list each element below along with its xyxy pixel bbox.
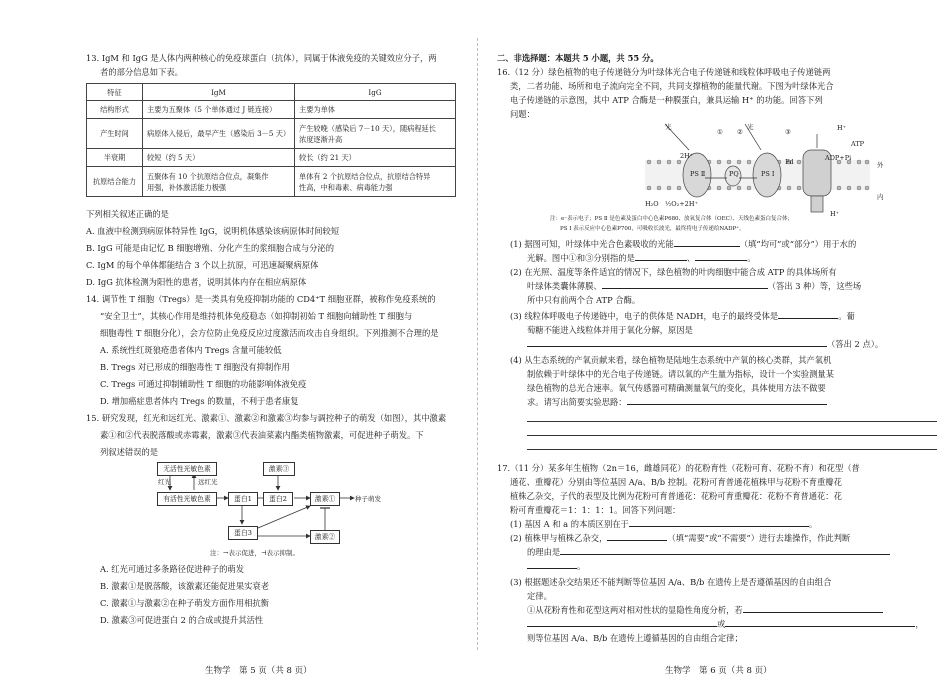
text: 的理由是 [527, 547, 561, 557]
diagram-note-1: 注：e⁻表示电子；PS Ⅱ 是色素及蛋白中心色素P680、放氧复合体（OEC）、天线色素蛋白复合体； [550, 216, 794, 222]
q16-part3-line1 [510, 310, 855, 322]
section-title: 二、非选择题：本题共 5 小题，共 55 分。 [497, 53, 659, 63]
answer-blank[interactable] [527, 560, 577, 569]
q14-option-a[interactable]: A. 系统性红斑狼疮患者体内 Tregs 含量可能较低 [100, 345, 282, 355]
table-cell: 较长（约 21 天） [295, 149, 456, 167]
inside-label: 内 [877, 193, 884, 201]
h-plus-bottom: H⁺ [830, 210, 840, 218]
text: 或 [717, 619, 726, 629]
q16-stem-line1: 16.（12 分）绿色植物的电子传递链分为叶绿体光合电子传递链和线粒体呼吸电子传递链两 [497, 67, 831, 77]
q15-option-d[interactable]: D. 激素③可促进蛋白 2 的合成或提升其活性 [100, 615, 264, 625]
text: (1) 基因 A 和 a 的本质区别在于 [510, 519, 629, 529]
table-header: IgM [143, 84, 295, 101]
text: （填“均可”或“部分”）用于水的 [739, 239, 857, 249]
outside-label: 外 [877, 161, 884, 169]
hormone3-box: 激素③ [263, 462, 295, 476]
answer-blank[interactable] [725, 618, 915, 627]
answer-blank[interactable] [778, 310, 838, 319]
q16-part3-line2: 萄糖不能进入线粒体并用于氧化分解，原因是 [527, 325, 693, 335]
q13-option-c[interactable]: C. IgM 的每个单体都能结合 3 个以上抗原，可迅速凝聚病原体 [86, 260, 319, 270]
oxygen-label: ½O₂+2H⁺ [665, 200, 698, 208]
q17-stem-line2: 通花、重瓣花）分别由等位基因 A/a、B/b 控制。花粉可育普通花植株甲与花粉不育重瓣花 [510, 477, 842, 487]
q16-stem-line4: 问题： [510, 109, 535, 119]
table-row-label: 抗原结合能力 [87, 167, 143, 197]
text: 。 [747, 253, 756, 263]
q14-option-d[interactable]: D. 增加癌症患者体内 Tregs 的数量，不利于患者康复 [100, 396, 299, 406]
q17-part2-line1 [510, 532, 850, 544]
answer-blank[interactable] [527, 338, 827, 347]
text: 求。请写出简要实验思路： [527, 397, 627, 407]
answer-blank[interactable] [607, 532, 667, 541]
two-h-plus: 2H⁺ [680, 152, 694, 160]
fd-label: Fd [785, 158, 794, 166]
table-cell: 主要为单体 [295, 101, 456, 119]
q14-option-c[interactable]: C. Tregs 可通过抑制辅助性 T 细胞的功能影响体液免疫 [100, 379, 307, 389]
red-light-label: 红光 [158, 478, 171, 486]
q16-part4-line3: 绿色植物的总光合速率。氧气传感器可精确测量氧气的变化，具体使用方法不做要 [527, 383, 826, 393]
h-plus-top: H⁺ [837, 124, 847, 132]
text: (3) 线粒体呼吸电子传递链中，电子的供体是 NADH，电子的最终受体是 [510, 311, 779, 321]
answer-line[interactable] [527, 435, 937, 436]
atp-label: ATP [851, 140, 865, 148]
cell-line: 用强，补体激活能力极强 [147, 182, 227, 192]
q14-stem-line1: 14. 调节性 T 细胞（Tregs）是一类具有免疫抑制功能的 CD4⁺T 细胞亚群，被称作免疫系统的 [86, 294, 436, 304]
q15-figure-note: 注：→表示促进，⊣表示抑制。 [210, 549, 300, 557]
page-footer-right: 生物学 第 6 页（共 8 页） [665, 666, 772, 676]
q16-part1-line2 [527, 252, 756, 264]
cell-line: 性高，中和毒素、病毒能力强 [299, 182, 393, 192]
q15-option-b[interactable]: B. 激素①是脱落酸，该激素还能促进果实衰老 [100, 581, 270, 591]
q17-part2-line2 [527, 546, 890, 558]
q15-stem-line3: 列叙述错误的是 [100, 447, 159, 457]
marker-2: ② [737, 128, 743, 136]
q17-part3-line2: 定律。 [527, 591, 552, 601]
cell-line: 五聚体有 10 个抗原结合位点，凝集作 [147, 171, 269, 181]
q15-flow-arrows [150, 462, 360, 562]
q13-option-b[interactable]: B. IgG 可能是由记忆 B 细胞增殖、分化产生的浆细胞合成与分泌的 [86, 243, 335, 253]
answer-blank[interactable] [602, 280, 768, 289]
q16-stem-line2: 类，二者功能、场所和电子流向完全不同，共同支撑植物的能量代谢。下图为叶绿体光合 [510, 81, 834, 91]
cell-line: 单体有 2 个抗原结合位点，抗原结合特异 [299, 171, 431, 181]
q13-option-d[interactable]: D. IgG 抗体检测为阳性的患者，说明其体内存在相应病原体 [86, 277, 307, 287]
text: 。葡 [838, 311, 855, 321]
q17-part3-line3 [527, 604, 883, 616]
q17-stem-line4: 粉可育重瓣花＝1：1：1：1。回答下列问题： [510, 505, 681, 515]
cell-line: 浓度逐渐升高 [299, 134, 343, 144]
table-row-label: 结构形式 [87, 101, 143, 119]
text: 光解。图中①和③分别指的是 [527, 253, 635, 263]
table-cell: 病原体入侵后，最早产生（感染后 3－5 天） [143, 119, 295, 149]
germination-label: 种子萌发 [355, 495, 381, 503]
q17-stem-line1: 17.（11 分）某多年生植物（2n＝16，雌雄同花）的花粉育性（花粉可育、花粉不育）和花型（普 [497, 463, 860, 473]
q13-prompt: 下列相关叙述正确的是 [86, 209, 169, 219]
hormone1-box: 激素① [310, 492, 340, 506]
q16-stem-line3: 电子传递链的示意图，其中 ATP 合酶是一种膜蛋白，兼具运输 H⁺ 的功能。回答下列 [510, 95, 823, 105]
q15-option-c[interactable]: C. 激素①与激素②在种子萌发方面作用相抗衡 [100, 598, 269, 608]
far-red-label: 远红光 [198, 478, 218, 486]
protein1-box: 蛋白1 [228, 492, 258, 506]
left-page [0, 0, 465, 688]
pq-label: PQ [729, 170, 739, 178]
q13-stem-line2: 者的部分信息如下表。 [100, 67, 183, 77]
table-header: 特征 [87, 84, 143, 101]
text: （填“需要”或“不需要”）进行去雄操作，作此判断 [667, 533, 851, 543]
answer-blank[interactable] [695, 252, 747, 261]
psi-label: PS Ⅰ [761, 170, 775, 178]
text: （答出 2 点）。 [827, 339, 884, 349]
table-cell [143, 167, 295, 197]
q15-stem-line2: 素①和②代表脱落酸或赤霉素，激素③代表油菜素内酯类植物激素，可促进种子萌发。下 [100, 430, 424, 440]
q15-stem-line1: 15. 研究发现，红光和远红光、激素①、激素②和激素③均参与调控种子的萌发（如图），其中激素 [86, 413, 447, 423]
inactive-phytochrome-box: 无活性光敏色素 [157, 462, 217, 476]
table-row-label: 半衰期 [87, 149, 143, 167]
active-phytochrome-box: 有活性光敏色素 [157, 492, 217, 506]
cell-line: 产生较晚（感染后 7－10 天），随病程延长 [299, 123, 436, 133]
page-footer-left: 生物学 第 5 页（共 8 页） [205, 666, 312, 676]
q17-part1 [510, 518, 817, 530]
answer-blank[interactable] [560, 546, 890, 555]
q17-stem-line3: 植株乙杂交，子代的表型及比例为花粉可育普通花：花粉可育重瓣花：花粉不育普通花：花 [510, 491, 842, 501]
q16-part4-line1: (4) 从生态系统的产氧贡献来看，绿色植物是陆地生态系统中产氧的核心类群，其产氧机 [510, 355, 832, 365]
water-label: H₂O [645, 200, 659, 208]
answer-blank[interactable] [743, 604, 883, 613]
text: (2) 植株甲与植株乙杂交， [510, 533, 608, 543]
text: 。 [577, 561, 586, 571]
q17-part2-line3 [527, 560, 585, 572]
text: 。 [808, 519, 818, 529]
q13-stem-line1: 13. IgM 和 IgG 是人体内两种核心的免疫球蛋白（抗体），同属于体液免疫的关键效应分子，两 [86, 53, 437, 63]
table-cell [295, 119, 456, 149]
q14-option-b[interactable]: B. Tregs 对已形成的细胞毒性 T 细胞没有抑制作用 [100, 362, 290, 372]
light-label-1: 光 [665, 123, 672, 131]
hormone2-box: 激素② [310, 530, 340, 544]
q16-part2-line1: (2) 在光照、温度等条件适宜的情况下，绿色植物的叶肉细胞中能合成 ATP 的具体场所有 [510, 267, 837, 277]
answer-blank[interactable] [674, 238, 740, 247]
protein2-box: 蛋白2 [263, 492, 293, 506]
light-label-2: 光 [747, 123, 754, 131]
text: 、 [686, 253, 696, 263]
q14-stem-line3: 细胞毒性 T 细胞分化），会方位防止免疫反应过度激活而攻击自身组织。下列推测不合理的是 [100, 328, 439, 338]
answer-blank[interactable] [627, 396, 827, 405]
text: ， [915, 619, 924, 629]
text: (1) 据图可知，叶绿体中光合色素吸收的光能 [510, 239, 674, 249]
psii-label: PS Ⅱ [690, 170, 706, 178]
marker-3: ③ [785, 128, 791, 136]
answer-blank[interactable] [629, 518, 809, 527]
answer-blank[interactable] [635, 252, 687, 261]
answer-line[interactable] [527, 421, 937, 422]
q16-part4-line2: 制依赖于叶绿体中的光合电子传递链。请以氧的产生量为指标，设计一个实验测量某 [527, 369, 834, 379]
text: 叶绿体类囊体薄膜、 [527, 281, 602, 291]
q17-part3-line4 [527, 618, 924, 630]
q17-part3-line5: 则等位基因 A/a、B/b 在遗传上遵循基因的自由组合定律； [527, 633, 743, 643]
q16-part3-line3 [527, 338, 883, 350]
answer-line[interactable] [527, 449, 937, 450]
diagram-note-2: PS Ⅰ 表示反应中心色素P700，可吸收长波光，最终将电子传递给NADP⁺。 [560, 226, 745, 232]
table-cell [295, 167, 456, 197]
page-divider [477, 38, 478, 650]
table-header: IgG [295, 84, 456, 101]
q15-option-a[interactable]: A. 红光可通过多条路径促进种子的萌发 [100, 564, 245, 574]
q16-part2-line3: 所中只有前两个合 ATP 合酶。 [527, 295, 641, 305]
table-cell: 较短（约 5 天） [143, 149, 295, 167]
table-row-label: 产生时间 [87, 119, 143, 149]
marker-1: ① [717, 128, 723, 136]
adp-label: ADP+Pi [825, 154, 852, 162]
q16-part1-line1 [510, 238, 856, 250]
text: ①从花粉育性和花型这两对相对性状的显隐性角度分析，若 [527, 605, 743, 615]
igm-igg-table [86, 83, 456, 197]
q13-option-a[interactable]: A. 血液中检测到病原体特异性 IgG，说明机体感染该病原体时间较短 [86, 226, 340, 236]
q14-stem-line2: “安全卫士”，其核心作用是维持机体免疫稳态（如抑制初始 T 细胞向辅助性 T 细胞与 [100, 311, 413, 321]
answer-blank[interactable] [527, 618, 717, 627]
table-cell: 主要为五聚体（5 个单体通过 J 链连接） [143, 101, 295, 119]
text: （答出 3 种）等，这些场 [767, 281, 862, 291]
protein3-box: 蛋白3 [228, 526, 258, 540]
q17-part3-line1: (3) 根据题述杂交结果还不能判断等位基因 A/a、B/b 在遗传上是否遵循基因的自由组合 [510, 577, 832, 587]
q16-part2-line2 [527, 280, 861, 292]
right-page [485, 0, 950, 688]
q16-part4-line4 [527, 396, 827, 408]
